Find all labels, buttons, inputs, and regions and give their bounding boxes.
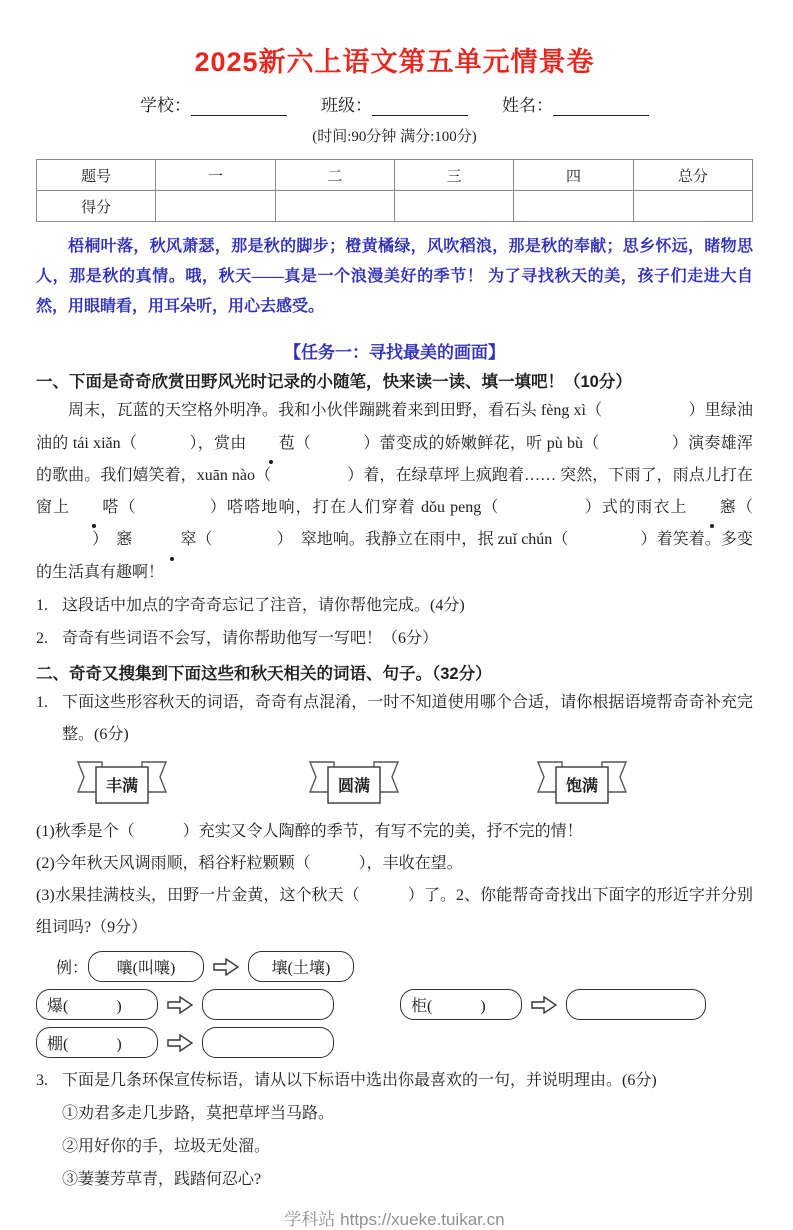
ribbon-banner — [72, 757, 172, 814]
answer-box[interactable] — [566, 989, 706, 1020]
question-1-2 — [36, 623, 753, 655]
question-1-1 — [36, 590, 753, 622]
score-table-header-row — [37, 160, 753, 191]
question-2-3 — [36, 1065, 753, 1097]
example-right-box: 壤(土壤) — [248, 951, 354, 982]
ribbon-banner — [532, 757, 632, 814]
intro-paragraph: 梧桐叶落，秋风萧瑟，那是秋的脚步；橙黄橘绿，风吹稻浪，那是秋的奉献；思乡怀远，睹物思人，那是秋的真情。哦，秋天——真是一个浪漫美好的季节！ 为了寻找秋天的美，孩子们走进大自然，用眼睛看，用耳朵听，用心去感受。 — [36, 238, 753, 316]
time-score-meta: (时间:90分钟 满分:100分) — [312, 129, 477, 145]
school-label: 学校： — [140, 96, 191, 115]
class-blank[interactable] — [372, 97, 468, 116]
name-label: 姓名： — [502, 96, 553, 115]
score-row-label: 得分 — [37, 191, 156, 222]
question-number: 2. — [36, 630, 48, 648]
banner-word: 丰满 — [105, 778, 139, 796]
question-number: 1. — [36, 694, 48, 712]
question-text: 下面这些形容秋天的词语，奇奇有点混淆，一时不知道使用哪个合适，请你根据语境帮奇奇补充完整。(6分) — [62, 694, 753, 744]
answer-blank[interactable] — [500, 502, 584, 512]
score-table-score-row — [37, 191, 753, 222]
answer-box[interactable] — [202, 1027, 334, 1058]
score-header-cell: 四 — [514, 160, 633, 191]
answer-blank[interactable] — [602, 405, 688, 415]
answer-blank[interactable] — [36, 534, 92, 544]
answer-blank[interactable] — [311, 438, 363, 448]
score-header-cell: 总分 — [633, 160, 752, 191]
name-blank[interactable] — [553, 97, 649, 116]
char-box[interactable]: 爆( ) — [36, 989, 158, 1020]
slogan-1: ①劝君多走几步路，莫把草坪当马路。 — [62, 1105, 335, 1123]
student-info-row — [36, 91, 753, 116]
example-row — [56, 951, 753, 982]
answer-blank[interactable] — [271, 470, 347, 480]
slogan-3: ③萋萋芳草青，践踏何忍心? — [62, 1170, 262, 1188]
fill-item-2: (2)今年秋天风调雨顺，稻谷籽粒颗颗（ ），丰收在望。 — [36, 855, 463, 873]
question-number: 3. — [36, 1072, 48, 1090]
banner-word: 圆满 — [337, 778, 371, 796]
answer-blank[interactable] — [568, 534, 640, 544]
score-cell[interactable] — [633, 191, 752, 222]
pinyin-hint: fèng xì — [540, 402, 586, 420]
pinyin-hint: tái xiǎn — [72, 434, 121, 452]
question-text: 下面是几条环保宣传标语，请从以下标语中选出你最喜欢的一句，并说明理由。(6分) — [62, 1072, 657, 1090]
exercise-row-2 — [36, 1027, 753, 1058]
ribbon-banner — [304, 757, 404, 814]
right-arrow-icon — [167, 996, 193, 1014]
task-banner-title: 【任务一：寻找最美的画面】 — [284, 343, 505, 363]
slogan-list — [36, 1098, 753, 1196]
class-label: 班级： — [321, 96, 372, 115]
pinyin-hint: xuān nào — [196, 466, 256, 484]
passage: 周末，瓦蓝的天空格外明净。我和小伙伴蹦跳着来到田野，看石头 fèng xì（ ）里绿油油的 tái xiǎn（ ），赏由 苞（ ）蕾变成的娇嫩鲜花，听 pù bù（ ）演奏雄浑的歌曲。我们嬉笑着，xuān nào（ ）着，在绿草坪上疯跑着…… 突然，下雨了，雨点儿打在窗上 嗒（ ）嗒嗒地响，打在人们穿着 dǒu peng（ ）式的雨衣上 窸（） 窸 窣（ ） 窣地响。我静立在雨中，抿 zuǐ chún（ ）着笑着。多变的生活真有趣啊！ — [36, 402, 753, 581]
school-blank[interactable] — [191, 97, 287, 116]
score-table — [36, 159, 753, 222]
score-header-cell: 一 — [156, 160, 275, 191]
score-header-cell: 二 — [275, 160, 394, 191]
pinyin-hint: zuǐ chún — [497, 531, 553, 549]
ribbon-shape — [532, 757, 632, 809]
answer-blank[interactable] — [600, 438, 672, 448]
score-header-cell: 题号 — [37, 160, 156, 191]
ribbon-shape — [304, 757, 404, 809]
char-box[interactable]: 棚( ) — [36, 1027, 158, 1058]
word-banners — [36, 757, 753, 814]
score-cell[interactable] — [514, 191, 633, 222]
ribbon-shape — [72, 757, 172, 809]
exercise-row-1 — [36, 989, 753, 1020]
question-2-1 — [36, 687, 753, 751]
example-left-box: 嚷(叫嚷) — [88, 951, 204, 982]
section-1-heading: 一、下面是奇奇欣赏田野风光时记录的小随笔，快来读一读、填一填吧！（10分） — [36, 373, 632, 392]
answer-blank[interactable] — [213, 534, 277, 544]
banner-word: 饱满 — [565, 778, 599, 796]
slogan-2: ②用好你的手，垃圾无处溜。 — [62, 1137, 271, 1155]
score-cell[interactable] — [275, 191, 394, 222]
dotted-character: 窸 — [688, 492, 736, 524]
pinyin-hint: pù bù — [546, 434, 583, 452]
fill-item-3: (3)水果挂满枝头，田野一片金黄，这个秋天（ ）了。2、你能帮奇奇找出下面字的形近字并分别组词吗?（9分） — [36, 887, 753, 937]
answer-box[interactable] — [202, 989, 334, 1020]
example-label: 例： — [56, 960, 89, 978]
char-box[interactable]: 柜( ) — [400, 989, 522, 1020]
question-number: 1. — [36, 597, 48, 615]
fill-item-1: (1)秋季是个（ ）充实又令人陶醉的季节，有写不完的美，抒不完的情！ — [36, 823, 583, 841]
right-arrow-icon — [213, 958, 239, 976]
page-title: 2025新六上语文第五单元情景卷 — [194, 47, 595, 77]
similar-character-exercise — [36, 951, 753, 1058]
answer-blank[interactable] — [137, 502, 209, 512]
score-cell[interactable] — [156, 191, 275, 222]
question-text: 这段话中加点的字奇奇忘记了注音，请你帮他完成。(4分) — [62, 597, 465, 615]
site-watermark: 学科站 https://xueke.tuikar.cn — [284, 1209, 505, 1229]
right-arrow-icon — [167, 1034, 193, 1052]
dotted-character: 苞 — [247, 428, 295, 460]
pinyin-hint: dǒu peng — [420, 499, 482, 517]
dotted-character: 窣 — [148, 524, 196, 556]
dotted-character: 嗒 — [70, 492, 118, 524]
score-header-cell: 三 — [394, 160, 513, 191]
score-cell[interactable] — [394, 191, 513, 222]
section-2-heading: 二、奇奇又搜集到下面这些和秋天相关的词语、句子。（32分） — [36, 665, 492, 684]
answer-blank[interactable] — [137, 438, 189, 448]
question-text: 奇奇有些词语不会写，请你帮助他写一写吧！（6分） — [62, 630, 439, 648]
right-arrow-icon — [531, 996, 557, 1014]
